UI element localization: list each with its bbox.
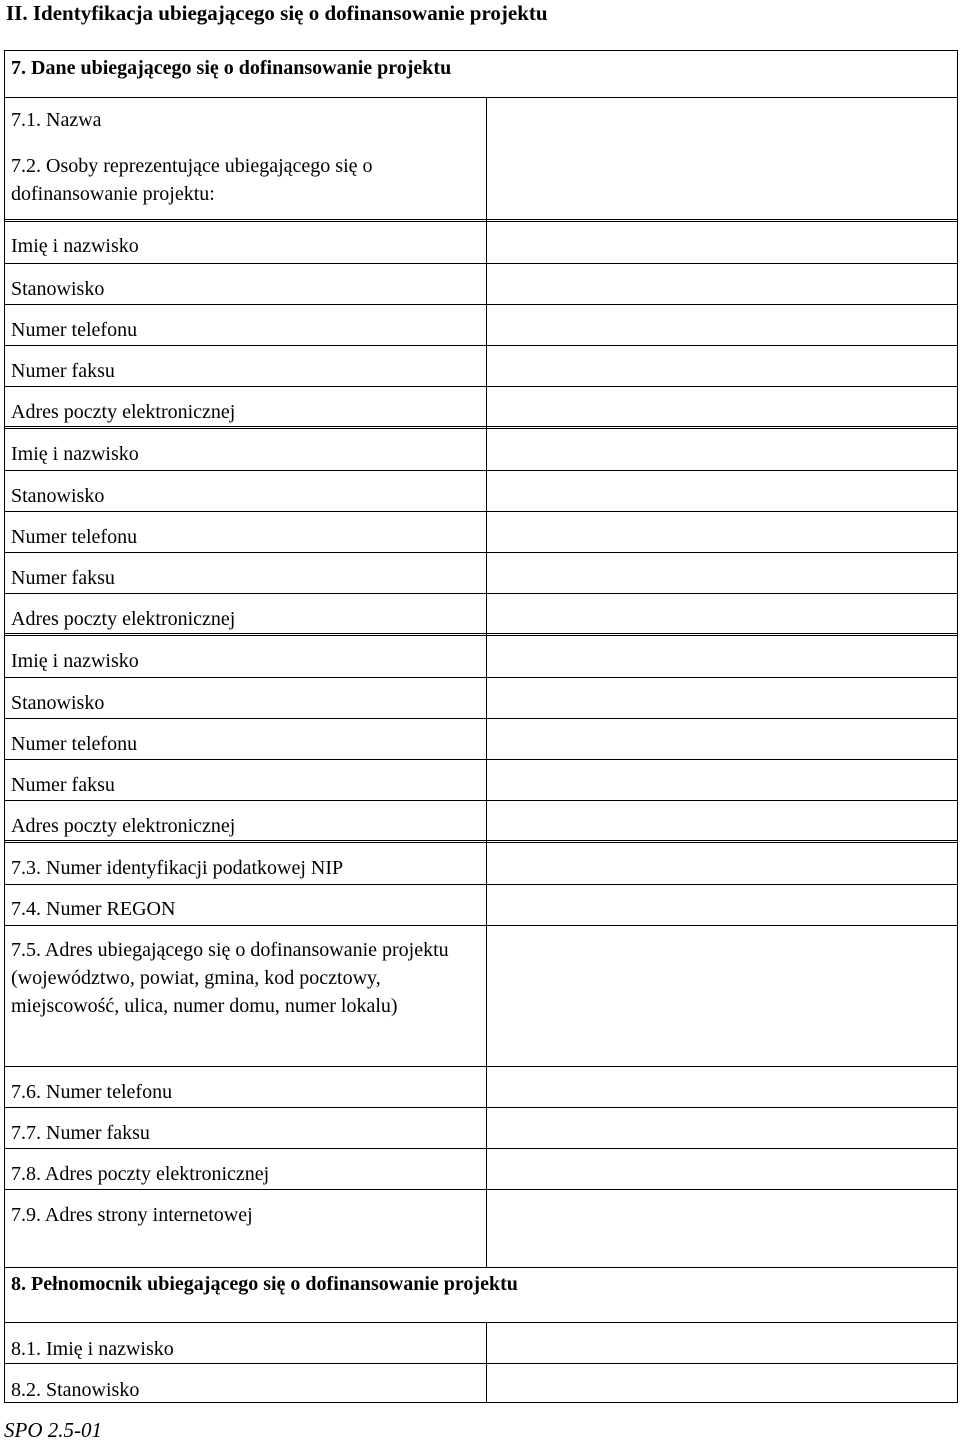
section8-heading-row	[4, 1268, 958, 1322]
section-title: II. Identyfikacja ubiegającego się o dofinansowanie projektu	[6, 1, 548, 25]
rep-fax-label: Numer faksu	[11, 774, 115, 796]
rep-fax-label: Numer faksu	[11, 567, 115, 589]
proxy-name-field[interactable]	[488, 1323, 956, 1363]
rep3-fax-field[interactable]	[488, 760, 956, 800]
rep-phone-label: Numer telefonu	[11, 526, 138, 548]
rep-email-label: Adres poczty elektronicznej	[11, 608, 236, 630]
rep-position-label: Stanowisko	[11, 485, 105, 507]
representatives-label: 7.2. Osoby reprezentujące ubiegającego się o dofinansowanie projektu:	[11, 155, 373, 205]
rep3-email-field[interactable]	[488, 801, 956, 842]
rep2-fax-field[interactable]	[488, 553, 956, 593]
rep3-position-field[interactable]	[488, 678, 956, 718]
rep3-name-field[interactable]	[488, 637, 956, 678]
footer-code: SPO 2.5-01	[4, 1418, 102, 1442]
divider-double	[4, 840, 958, 843]
name-label: 7.1. Nazwa	[11, 109, 102, 131]
email-field[interactable]	[488, 1149, 956, 1189]
rep2-email-field[interactable]	[488, 594, 956, 635]
email-label: 7.8. Adres poczty elektronicznej	[11, 1163, 270, 1185]
proxy-position-label: 8.2. Stanowisko	[11, 1379, 140, 1401]
address-field[interactable]	[488, 926, 956, 1066]
section7-heading-row	[4, 50, 958, 98]
regon-label: 7.4. Numer REGON	[11, 898, 176, 920]
rep-position-label: Stanowisko	[11, 692, 105, 714]
rep-phone-label: Numer telefonu	[11, 733, 138, 755]
nip-field[interactable]	[488, 844, 956, 884]
section8-heading: 8. Pełnomocnik ubiegającego się o dofinansowanie projektu	[11, 1273, 518, 1295]
website-field[interactable]	[488, 1190, 956, 1267]
fax-field[interactable]	[488, 1108, 956, 1148]
rep-name-label: Imię i nazwisko	[11, 650, 139, 672]
address-label: 7.5. Adres ubiegającego się o dofinansowanie projektu (województwo, powiat, gmina, kod pocztowy, miejscowość, ulica, numer domu, numer lokalu)	[11, 939, 449, 1017]
regon-field[interactable]	[488, 885, 956, 925]
fax-label: 7.7. Numer faksu	[11, 1122, 150, 1144]
rep-position-label: Stanowisko	[11, 278, 105, 300]
nip-label: 7.3. Numer identyfikacji podatkowej NIP	[11, 857, 344, 879]
rep2-phone-field[interactable]	[488, 512, 956, 552]
rep3-phone-field[interactable]	[488, 719, 956, 759]
proxy-position-field[interactable]	[488, 1364, 956, 1403]
phone-field[interactable]	[488, 1067, 956, 1107]
rep-email-label: Adres poczty elektronicznej	[11, 815, 236, 837]
rep2-name-field[interactable]	[488, 430, 956, 471]
rep1-fax-field[interactable]	[488, 346, 956, 386]
rep1-email-field[interactable]	[488, 387, 956, 428]
rep-email-label: Adres poczty elektronicznej	[11, 401, 236, 423]
rep-fax-label: Numer faksu	[11, 360, 115, 382]
rep2-position-field[interactable]	[488, 471, 956, 512]
rep1-name-field[interactable]	[488, 222, 956, 263]
rep1-position-field[interactable]	[488, 264, 956, 304]
divider-double	[4, 426, 958, 429]
rep-name-label: Imię i nazwisko	[11, 235, 139, 257]
section7-heading: 7. Dane ubiegającego się o dofinansowanie projektu	[11, 57, 452, 79]
divider-double	[4, 633, 958, 636]
name-field[interactable]	[488, 98, 956, 140]
phone-label: 7.6. Numer telefonu	[11, 1081, 173, 1103]
rep-name-label: Imię i nazwisko	[11, 443, 139, 465]
rep-phone-label: Numer telefonu	[11, 319, 138, 341]
rep1-phone-field[interactable]	[488, 305, 956, 345]
representatives-row	[4, 142, 958, 220]
proxy-name-label: 8.1. Imię i nazwisko	[11, 1338, 174, 1360]
website-label: 7.9. Adres strony internetowej	[11, 1204, 253, 1226]
